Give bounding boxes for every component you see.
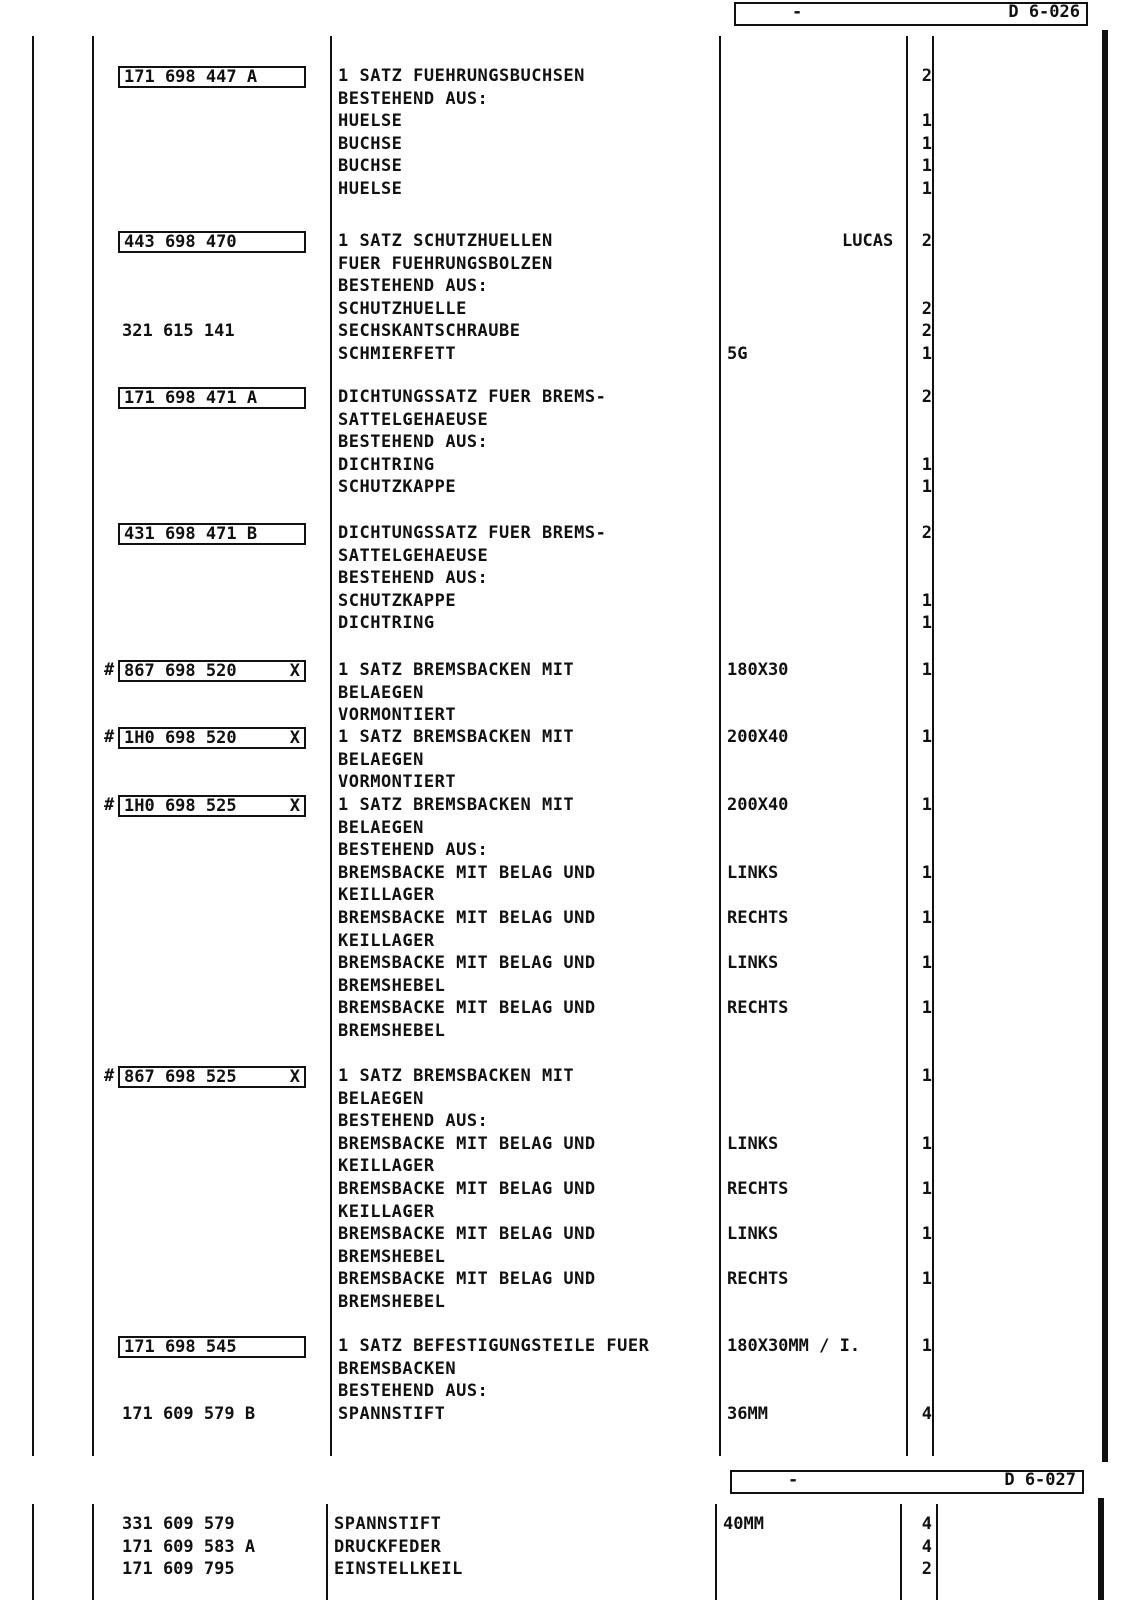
column-rule xyxy=(1098,1498,1104,1600)
item-description: BELAEGEN xyxy=(338,1088,424,1109)
part-number: 443 698 470 xyxy=(124,232,237,252)
item-quantity: 2 xyxy=(921,231,932,251)
item-description: SCHUTZKAPPE xyxy=(338,477,457,498)
item-remark: LINKS xyxy=(727,1133,779,1154)
part-number: 171 698 471 A xyxy=(124,388,258,408)
item-remark: 36MM xyxy=(727,1403,768,1424)
item-quantity: 4 xyxy=(921,1403,932,1424)
item-description: BREMSHEBEL xyxy=(338,1246,446,1267)
item-remark: LUCAS xyxy=(842,231,894,251)
item-quantity: 1 xyxy=(921,1336,932,1356)
item-remark: 180X30 xyxy=(727,660,789,680)
item-quantity: 1 xyxy=(921,998,932,1019)
part-number: 431 698 471 B xyxy=(124,524,258,544)
item-quantity: 1 xyxy=(921,1179,932,1199)
part-number-box xyxy=(118,231,306,253)
item-description: BESTEHEND AUS: xyxy=(338,432,489,453)
item-description: BESTEHEND AUS: xyxy=(338,88,489,109)
item-remark: LINKS xyxy=(727,1224,779,1245)
item-description: BUCHSE xyxy=(338,156,403,177)
item-description: 1 SATZ BEFESTIGUNGSTEILE FUER xyxy=(338,1336,650,1356)
item-quantity: 1 xyxy=(921,156,932,177)
item-description: BESTEHEND AUS: xyxy=(338,840,489,861)
item-description: BREMSBACKE MIT BELAG UND xyxy=(338,1224,596,1245)
new-part-mark: # xyxy=(104,660,115,680)
item-description: BREMSHEBEL xyxy=(338,1021,446,1041)
part-suffix: X xyxy=(289,728,300,748)
item-description: BREMSBACKE MIT BELAG UND xyxy=(338,998,596,1019)
item-remark: LINKS xyxy=(727,862,779,883)
item-quantity: 1 xyxy=(921,862,932,883)
part-suffix: X xyxy=(289,796,300,816)
part-number: 1H0 698 525 xyxy=(124,796,237,816)
column-rule xyxy=(936,1504,938,1600)
item-description: BREMSBACKE MIT BELAG UND xyxy=(338,908,596,928)
item-quantity: 4 xyxy=(921,1514,932,1534)
item-description: DICHTRING xyxy=(338,613,435,634)
item-description: BREMSBACKE MIT BELAG UND xyxy=(338,953,596,974)
item-remark: RECHTS xyxy=(727,998,789,1019)
item-quantity: 2 xyxy=(921,1559,932,1579)
item-description: SATTELGEHAEUSE xyxy=(338,545,489,566)
item-description: 1 SATZ SCHUTZHUELLEN xyxy=(338,231,553,251)
part-number: 867 698 520 xyxy=(124,661,237,681)
item-description: HUELSE xyxy=(338,111,403,132)
item-description: SECHSKANTSCHRAUBE xyxy=(338,321,521,342)
sub-part-number: 331 609 579 xyxy=(122,1514,235,1534)
item-description: EINSTELLKEIL xyxy=(334,1559,463,1579)
page-id: D 6-026 xyxy=(1008,2,1080,22)
item-quantity: 1 xyxy=(921,953,932,974)
column-rule xyxy=(32,36,34,1456)
part-number-box xyxy=(118,660,306,682)
item-description: DRUCKFEDER xyxy=(334,1536,442,1557)
page-header-top xyxy=(734,2,1088,26)
item-remark: RECHTS xyxy=(727,908,789,928)
header-dash: - xyxy=(792,2,803,22)
item-description: BREMSBACKE MIT BELAG UND xyxy=(338,1133,596,1154)
item-quantity: 1 xyxy=(921,454,932,475)
item-description: BESTEHEND AUS: xyxy=(338,568,489,589)
item-description: VORMONTIERT xyxy=(338,705,457,726)
part-suffix: X xyxy=(289,1067,300,1087)
item-quantity: 4 xyxy=(921,1536,932,1557)
item-description: DICHTUNGSSATZ FUER BREMS- xyxy=(338,523,607,543)
part-number: 171 698 447 A xyxy=(124,67,258,87)
item-description: KEILLAGER xyxy=(338,885,435,906)
item-description: BUCHSE xyxy=(338,133,403,154)
item-description: SPANNSTIFT xyxy=(338,1403,446,1424)
item-description: 1 SATZ BREMSBACKEN MIT xyxy=(338,660,575,680)
item-description: HUELSE xyxy=(338,179,403,199)
item-quantity: 1 xyxy=(921,344,932,364)
item-description: 1 SATZ FUEHRUNGSBUCHSEN xyxy=(338,66,585,86)
item-quantity: 2 xyxy=(921,298,932,319)
item-description: DICHTUNGSSATZ FUER BREMS- xyxy=(338,387,607,407)
sub-part-number: 321 615 141 xyxy=(122,321,235,342)
item-description: 1 SATZ BREMSBACKEN MIT xyxy=(338,727,575,747)
column-rule xyxy=(932,36,934,1456)
part-number: 1H0 698 520 xyxy=(124,728,237,748)
item-quantity: 1 xyxy=(921,1133,932,1154)
part-number-box xyxy=(118,523,306,545)
part-number-box xyxy=(118,795,306,817)
item-description: BREMSBACKE MIT BELAG UND xyxy=(338,1179,596,1199)
item-description: KEILLAGER xyxy=(338,930,435,951)
item-description: BREMSHEBEL xyxy=(338,975,446,996)
sub-part-number: 171 609 579 B xyxy=(122,1403,256,1424)
item-description: BESTEHEND AUS: xyxy=(338,1111,489,1132)
item-remark: RECHTS xyxy=(727,1179,789,1199)
column-rule xyxy=(1102,30,1108,1462)
item-description: BREMSBACKEN xyxy=(338,1358,457,1379)
item-quantity: 2 xyxy=(921,523,932,543)
item-description: BREMSBACKE MIT BELAG UND xyxy=(338,862,596,883)
item-description: SPANNSTIFT xyxy=(334,1514,442,1534)
page-id: D 6-027 xyxy=(1004,1470,1076,1490)
sub-part-number: 171 609 583 A xyxy=(122,1536,256,1557)
column-rule xyxy=(330,36,332,1456)
part-number-box xyxy=(118,727,306,749)
column-rule xyxy=(900,1504,902,1600)
item-description: SCHUTZKAPPE xyxy=(338,590,457,611)
item-description: BREMSBACKE MIT BELAG UND xyxy=(338,1269,596,1290)
item-description: DICHTRING xyxy=(338,454,435,475)
item-quantity: 1 xyxy=(921,727,932,747)
item-remark: LINKS xyxy=(727,953,779,974)
page-header-bottom xyxy=(730,1470,1084,1494)
item-quantity: 1 xyxy=(921,613,932,634)
column-rule xyxy=(92,1504,94,1600)
item-quantity: 1 xyxy=(921,908,932,928)
column-rule xyxy=(326,1504,328,1600)
part-number-box xyxy=(118,1336,306,1358)
item-quantity: 1 xyxy=(921,111,932,132)
item-quantity: 1 xyxy=(921,795,932,815)
item-description: VORMONTIERT xyxy=(338,772,457,793)
item-remark: 200X40 xyxy=(727,795,789,815)
column-rule xyxy=(32,1504,34,1600)
item-description: SCHMIERFETT xyxy=(338,344,457,364)
item-description: KEILLAGER xyxy=(338,1201,435,1222)
item-remark: 180X30MM / I. xyxy=(727,1336,861,1356)
item-description: SCHUTZHUELLE xyxy=(338,298,467,319)
item-description: BREMSHEBEL xyxy=(338,1292,446,1312)
item-quantity: 2 xyxy=(921,321,932,342)
part-number-box xyxy=(118,66,306,88)
column-rule xyxy=(715,1504,717,1600)
part-suffix: X xyxy=(289,661,300,681)
new-part-mark: # xyxy=(104,1066,115,1086)
item-quantity: 1 xyxy=(921,660,932,680)
new-part-mark: # xyxy=(104,727,115,747)
item-quantity: 1 xyxy=(921,179,932,199)
item-description: BESTEHEND AUS: xyxy=(338,1381,489,1402)
column-rule xyxy=(92,36,94,1456)
item-remark: 200X40 xyxy=(727,727,789,747)
item-description: FUER FUEHRUNGSBOLZEN xyxy=(338,253,553,274)
sub-part-number: 171 609 795 xyxy=(122,1559,235,1579)
item-quantity: 1 xyxy=(921,1224,932,1245)
item-quantity: 2 xyxy=(921,66,932,86)
new-part-mark: # xyxy=(104,795,115,815)
item-remark: RECHTS xyxy=(727,1269,789,1290)
item-remark: 40MM xyxy=(723,1514,764,1534)
item-quantity: 1 xyxy=(921,1269,932,1290)
item-description: BELAEGEN xyxy=(338,682,424,703)
column-rule xyxy=(906,36,908,1456)
item-description: BELAEGEN xyxy=(338,749,424,770)
item-description: SATTELGEHAEUSE xyxy=(338,409,489,430)
item-description: 1 SATZ BREMSBACKEN MIT xyxy=(338,795,575,815)
item-description: KEILLAGER xyxy=(338,1156,435,1177)
item-description: BESTEHEND AUS: xyxy=(338,276,489,297)
column-rule xyxy=(719,36,721,1456)
part-number: 171 698 545 xyxy=(124,1337,237,1357)
item-remark: 5G xyxy=(727,344,748,364)
part-number: 867 698 525 xyxy=(124,1067,237,1087)
item-quantity: 1 xyxy=(921,477,932,498)
item-quantity: 2 xyxy=(921,387,932,407)
item-quantity: 1 xyxy=(921,1066,932,1086)
item-description: 1 SATZ BREMSBACKEN MIT xyxy=(338,1066,575,1086)
part-number-box xyxy=(118,387,306,409)
item-quantity: 1 xyxy=(921,590,932,611)
item-quantity: 1 xyxy=(921,133,932,154)
part-number-box xyxy=(118,1066,306,1088)
item-description: BELAEGEN xyxy=(338,817,424,838)
header-dash: - xyxy=(788,1470,799,1490)
